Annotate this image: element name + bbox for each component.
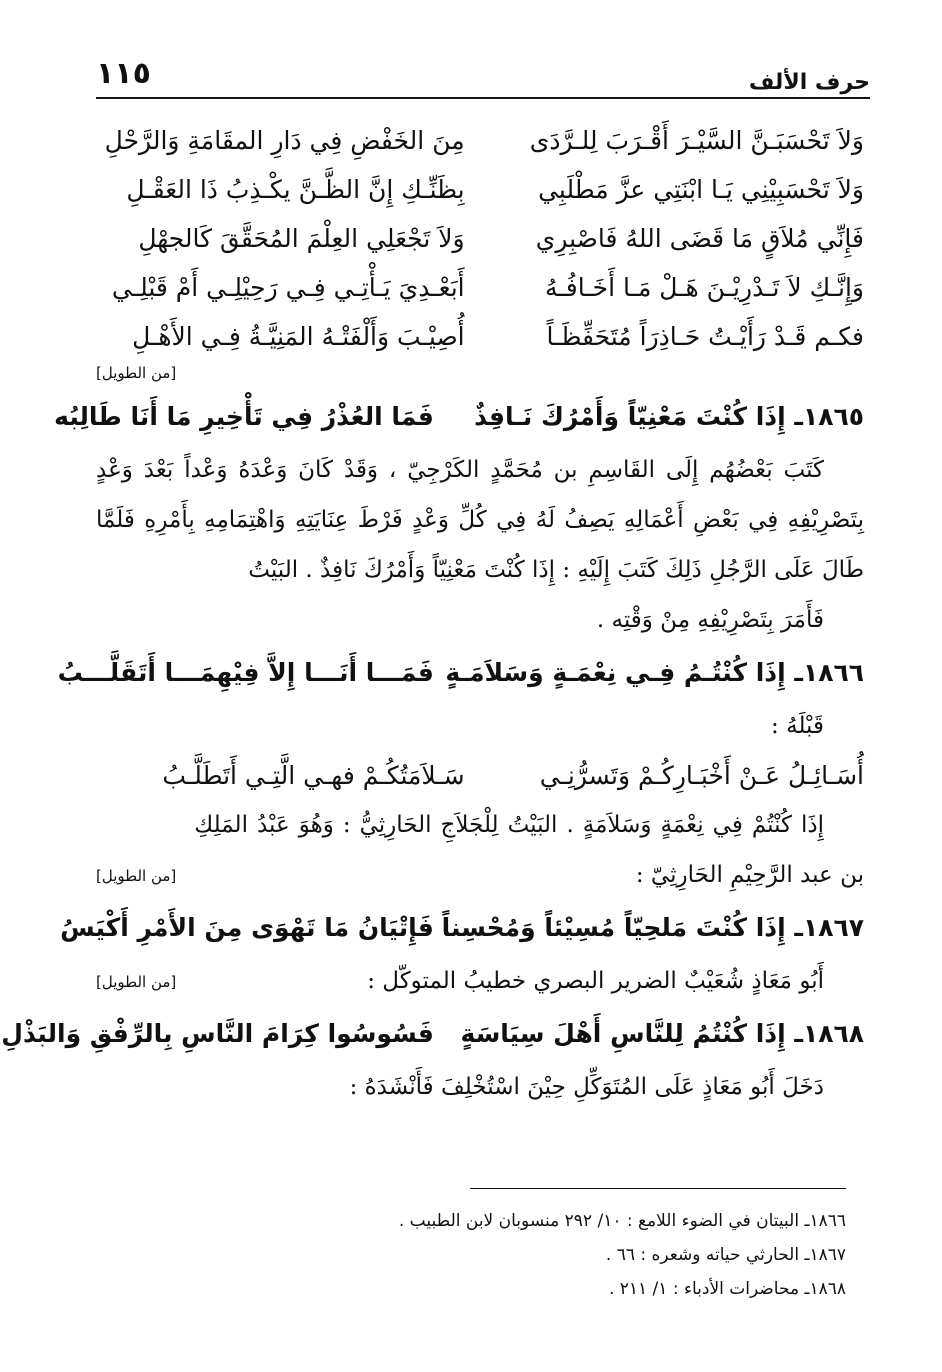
commentary-with-meter	[96, 956, 864, 1006]
first-hemistich: فكـم قَـدْ رَأَيْـتُ حَـاذِرَاً مُتَحَفِّظَـاً	[546, 322, 864, 351]
entry-first-hemistich: ١٨٦٥ـ إِذَا كُنْتَ مَعْنِيّاً وَأَمْرُكَ نَـافِذٌ	[474, 402, 864, 431]
meter-label: [من الطويل]	[96, 973, 177, 991]
commentary-with-meter	[96, 800, 864, 900]
second-hemistich: وَلاَ تَجْعَلِي العِلْمَ المُحَقَّقَ كَالجهْلِ	[138, 224, 465, 253]
entry-second-hemistich: فَمَـــا أَنَـــا إِلاَّ فِيْهِمَـــا أَتَقَلَّـــبُ	[57, 658, 434, 687]
entry-first-hemistich: ١٨٦٨ـ إِذَا كُنْتُمُ لِلنَّاسِ أَهْلَ سِيَاسَةٍ	[460, 1019, 864, 1048]
verse-line	[96, 165, 864, 214]
second-hemistich: مِنَ الخَفْضِ فِي دَارِ المقَامَةِ وَالرَّحْلِ	[104, 126, 465, 155]
entry-first-hemistich: ١٨٦٧ـ إِذَا كُنْتَ مَلحِيّاً مُسِيْئاً وَمُحْسِناً	[441, 913, 864, 942]
verse-line	[96, 116, 864, 165]
entry-commentary-end: فَأَمَرَ بِتَصْرِيْفِهِ مِنْ وَقْتِه .	[596, 607, 824, 633]
entry-first-hemistich: ١٨٦٦ـ إِذَا كُنْتُـمُ فِـي نِعْمَـةٍ وَسَلاَمَـةٍ	[445, 658, 864, 687]
footnotes	[96, 1204, 846, 1306]
first-hemistich: وَلاَ تَحْسَبَـنَّ السَّيْـرَ أَقْـرَبَ لِلـرَّدَى	[529, 126, 864, 155]
meter-label: [من الطويل]	[96, 867, 177, 885]
page-header	[96, 48, 870, 96]
entry-second-hemistich: فَمَا العُذْرُ فِي تَأْخِيرِ مَا أَنَا طَالِبُه	[54, 402, 434, 431]
header-divider	[96, 97, 870, 99]
first-hemistich: وَلاَ تَحْسَبِيْنِي يَـا ابْنَتِي عزَّ مَطْلَبِي	[538, 175, 864, 204]
meter-label: [من الطويل]	[96, 364, 177, 382]
entry-heading-1867	[60, 900, 864, 956]
entry-second-hemistich: فَإِتْيَانُ مَا تَهْوَى مِنَ الأَمْرِ أَكْيَسُ	[60, 913, 434, 942]
page-number: ١١٥	[96, 56, 151, 91]
verse-line	[96, 312, 864, 361]
entry-second-hemistich: فَسُوسُوا كِرَامَ النَّاسِ بِالرِّفْقِ وَالبَذْلِ	[1, 1019, 434, 1048]
footnote-divider	[470, 1188, 846, 1189]
second-hemistich: بِظَنِّـكِ إِنَّ الظَّـنَّ يكْـذِبُ ذَا العَقْـلِ	[126, 175, 465, 204]
footnote: ١٨٦٧ـ الحارثي حياته وشعره : ٦٦ .	[605, 1245, 846, 1265]
entry-heading-1866	[57, 645, 864, 701]
page-content	[1, 116, 864, 1112]
second-hemistich: أُصِيْـبَ وَأَلْفَتْـهُ المَنِيَّـةُ فِـي الأَهْـلِ	[132, 322, 465, 351]
quoted-verse	[96, 751, 864, 800]
first-hemistich: وَإِنَّـكِ لاَ تَـدْرِيْـنَ هَـلْ مَـا أَخَـافُـهُ	[545, 273, 864, 302]
entry-commentary: إِذَا كُنْتُمْ فِي نِعْمَةٍ وَسَلاَمَةٍ . البَيْتُ لِلْجَلاَجِ الحَارِثِيُّ : وَهُوَ عَبْدُ المَلِكِ بن عبد الرَّحِيْمِ الحَارِثِيّ :	[194, 812, 864, 888]
verse-line	[96, 263, 864, 312]
first-hemistich: فَإِنِّي مُلاَقٍ مَا قَضَى اللهُ فَاصْبِرِي	[535, 224, 864, 253]
second-hemistich: سَـلاَمَتُكُـمْ فهـي الَّتِـي أَتَطَلَّـبُ	[162, 761, 465, 790]
entry-commentary: دَخَلَ أَبُو مَعَاذٍ عَلَى المُتَوَكِّلِ حِيْنَ اسْتُخْلِفَ فَأَنْشَدَهُ :	[349, 1074, 824, 1100]
entry-commentary: كَتَبَ بَعْضُهُم إِلَى القَاسِمِ بن مُحَمَّدٍ الكَرْجِيّ ، وَقَدْ كَانَ وَعْدَهُ وَعْداً بَعْدَ وَعْدٍ بِتَصْرِيْفِهِ فِي بَعْضِ أَعْمَالِهِ يَصِفُ لَهُ فِي كُلِّ وَعْدٍ فَرْطَ عِنَايَتِهِ وَاهْتِمَامِهِ بِأَمْرِهِ فَلَمَّا طَالَ عَلَى الرَّجُلِ ذَلِكَ كَتَبَ إِلَيْهِ : إِذَا كُنْتَ مَعْنِيّاً وَأَمْرُكَ نَافِذٌ . البَيْتُ	[96, 457, 864, 583]
verse-block-top	[96, 116, 864, 361]
first-hemistich: أُسَـائِـلُ عَـنْ أَخْبَـارِكُـمْ وَتَسرُّنِـي	[539, 761, 864, 790]
footnote: ١٨٦٨ـ محاضرات الأدباء : ١/ ٢١١ .	[608, 1279, 846, 1299]
entry-heading-1868	[1, 1006, 864, 1062]
entry-commentary: أَبُو مَعَاذٍ شُعَيْبٌ الضرير البصري خطيبُ المتوكّل :	[367, 968, 824, 994]
chapter-title: حرف الألف	[748, 70, 870, 95]
second-hemistich: أَبَعْـدِيَ يَـأْتِـي فِـي رَحِيْلِـي أَمْ قَبْلِـي	[111, 273, 465, 302]
verse-line	[96, 214, 864, 263]
entry-heading-1865	[54, 389, 864, 445]
footnote: ١٨٦٦ـ البيتان في الضوء اللامع : ١٠/ ٢٩٢ منسوبان لابن الطبيب .	[398, 1211, 846, 1231]
entry-commentary: قَبْلَهُ :	[771, 713, 824, 739]
